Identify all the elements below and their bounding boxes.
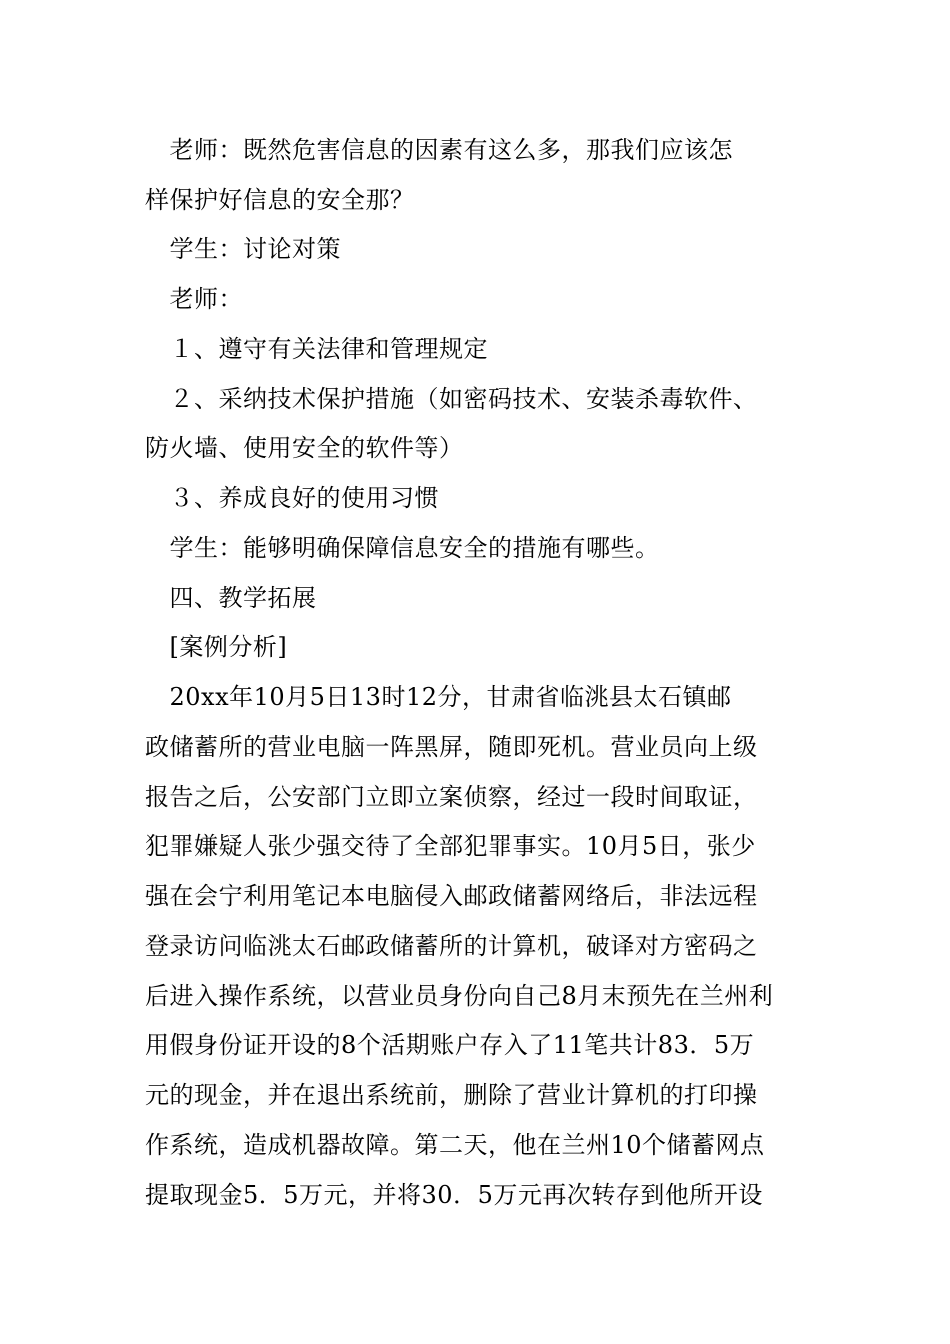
- text-line: 后进入操作系统，以营业员身份向自己8月末预先在兰州利: [145, 982, 774, 1010]
- text-line: 样保护好信息的安全那？: [145, 186, 415, 214]
- case-heading: [案例分析]: [145, 633, 288, 661]
- text-line: 元的现金，并在退出系统前，删除了营业计算机的打印操: [145, 1081, 758, 1109]
- text-line: 防火墙、使用安全的软件等）: [145, 434, 464, 462]
- text-line: 登录访问临洮太石邮政储蓄所的计算机，破译对方密码之: [145, 932, 758, 960]
- text-line: 20xx年10月5日13时12分，甘肃省临洮县太石镇邮: [145, 683, 732, 711]
- text-line: 报告之后，公安部门立即立案侦察，经过一段时间取证，: [145, 783, 758, 811]
- text-line: ２、采纳技术保护措施（如密码技术、安装杀毒软件、: [145, 385, 758, 413]
- text-line: 老师：: [145, 285, 243, 313]
- text-line: 政储蓄所的营业电脑一阵黑屏，随即死机。营业员向上级: [145, 733, 758, 761]
- text-line: 学生：能够明确保障信息安全的措施有哪些。: [145, 534, 660, 562]
- text-line: １、遵守有关法律和管理规定: [145, 335, 488, 363]
- text-line: 老师：既然危害信息的因素有这么多，那我们应该怎: [145, 136, 733, 164]
- text-line: 强在会宁利用笔记本电脑侵入邮政储蓄网络后，非法远程: [145, 882, 758, 910]
- text-line: 作系统，造成机器故障。第二天，他在兰州10个储蓄网点: [145, 1131, 765, 1159]
- text-line: 提取现金5．5万元，并将30．5万元再次转存到他所开设: [145, 1181, 763, 1209]
- text-line: ３、养成良好的使用习惯: [145, 484, 439, 512]
- text-line: 犯罪嫌疑人张少强交待了全部犯罪事实。10月5日，张少: [145, 832, 756, 860]
- text-line: 用假身份证开设的8个活期账户存入了11笔共计83．5万: [145, 1031, 755, 1059]
- section-heading: 四、教学拓展: [145, 584, 317, 612]
- text-line: 学生：讨论对策: [145, 235, 341, 263]
